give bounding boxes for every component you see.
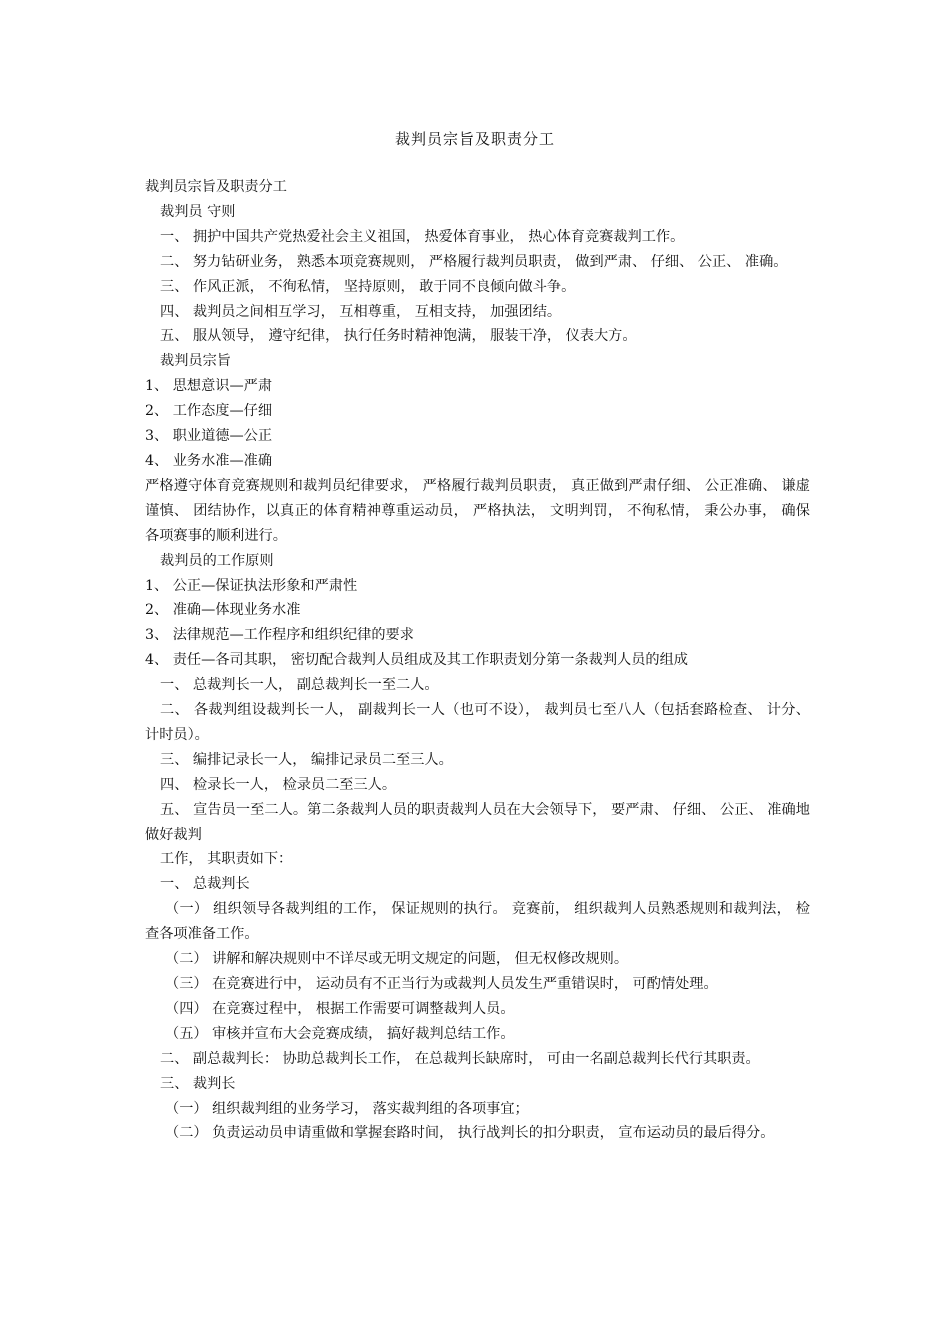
list-item: 1、 公正—保证执法形象和严肃性 <box>145 577 358 594</box>
paragraph: （一） 组织裁判组的业务学习， 落实裁判组的各项事宜； <box>165 1100 529 1117</box>
paragraph: 二、 努力钻研业务， 熟悉本项竞赛规则， 严格履行裁判员职责， 做到严肃、 仔细、 公正、 准确。 <box>160 253 788 270</box>
paragraph: 二、 各裁判组设裁判长一人， 副裁判长一人（也可不设）， 裁判员七至八人（包括套路检查、 计分、 计时员）。 <box>145 702 810 743</box>
paragraph: 一、 拥护中国共产党热爱社会主义祖国， 热爱体育事业， 热心体育竞赛裁判工作。 <box>160 228 685 245</box>
paragraph: 二、 副总裁判长： 协助总裁判长工作， 在总裁判长缺席时， 可由一名副总裁判长代行其职责。 <box>160 1050 760 1067</box>
list-item: 1、 思想意识—严肃 <box>145 378 273 395</box>
paragraph: 四、 检录长一人， 检录员二至三人。 <box>160 776 397 793</box>
paragraph: 一、 总裁判长一人， 副总裁判长一至二人。 <box>160 677 439 694</box>
section-heading: 裁判员的工作原则 <box>160 552 274 569</box>
paragraph: 四、 裁判员之间相互学习， 互相尊重， 互相支持， 加强团结。 <box>160 303 562 320</box>
list-item: 2、 准确—体现业务水准 <box>145 602 301 619</box>
list-item: 4、 业务水准—准确 <box>145 452 273 469</box>
list-item: 2、 工作态度—仔细 <box>145 403 273 420</box>
paragraph: （二） 负责运动员申请重做和掌握套路时间， 执行战判长的扣分职责， 宣布运动员的最后得分。 <box>165 1125 775 1142</box>
section-heading: 裁判员 守则 <box>160 203 236 220</box>
document-title: 裁判员宗旨及职责分工 <box>394 130 555 148</box>
section-heading: 裁判员宗旨 <box>160 353 231 370</box>
document-body <box>145 175 810 1146</box>
paragraph: （四） 在竞赛过程中， 根据工作需要可调整裁判人员。 <box>165 1000 515 1017</box>
list-item: 4、 责任—各司其职， 密切配合裁判人员组成及其工作职责划分第一条裁判人员的组成 <box>145 652 688 669</box>
paragraph: 工作， 其职责如下： <box>160 851 293 868</box>
document-subtitle: 裁判员宗旨及职责分工 <box>145 179 287 195</box>
paragraph: 三、 编排记录长一人， 编排记录员二至三人。 <box>160 751 453 768</box>
paragraph: 五、 宣告员一至二人。第二条裁判人员的职责裁判人员在大会领导下， 要严肃、 仔细、 公正、 准确地做好裁判 <box>145 801 810 843</box>
list-item: 3、 法律规范—工作程序和组织纪律的要求 <box>145 627 414 644</box>
paragraph: 五、 服从领导， 遵守纪律， 执行任务时精神饱满， 服装干净， 仪表大方。 <box>160 328 637 345</box>
paragraph: （一） 组织领导各裁判组的工作， 保证规则的执行。 竞赛前， 组织裁判人员熟悉规则和裁判法， 检查各项准备工作。 <box>145 901 810 943</box>
paragraph: （二） 讲解和解决规则中不详尽或无明文规定的问题， 但无权修改规则。 <box>165 951 629 968</box>
paragraph: （三） 在竞赛进行中， 运动员有不正当行为或裁判人员发生严重错误时， 可酌情处理。 <box>165 976 718 992</box>
section-heading: 三、 裁判长 <box>160 1075 236 1092</box>
paragraph: 三、 作风正派， 不徇私情， 坚持原则， 敢于同不良倾向做斗争。 <box>160 278 576 295</box>
paragraph: （五） 审核并宣布大会竞赛成绩， 搞好裁判总结工作。 <box>165 1025 515 1042</box>
section-heading: 一、 总裁判长 <box>160 876 250 893</box>
list-item: 3、 职业道德—公正 <box>145 428 273 445</box>
paragraph: 严格遵守体育竞赛规则和裁判员纪律要求， 严格履行裁判员职责， 真正做到严肃仔细、 公正准确、 谦虚谨慎、 团结协作，以真正的体育精神尊重运动员， 严格执法， 文明判罚， 不徇私情， 秉公办事， 确保各项赛事的顺利进行。 <box>145 477 810 544</box>
